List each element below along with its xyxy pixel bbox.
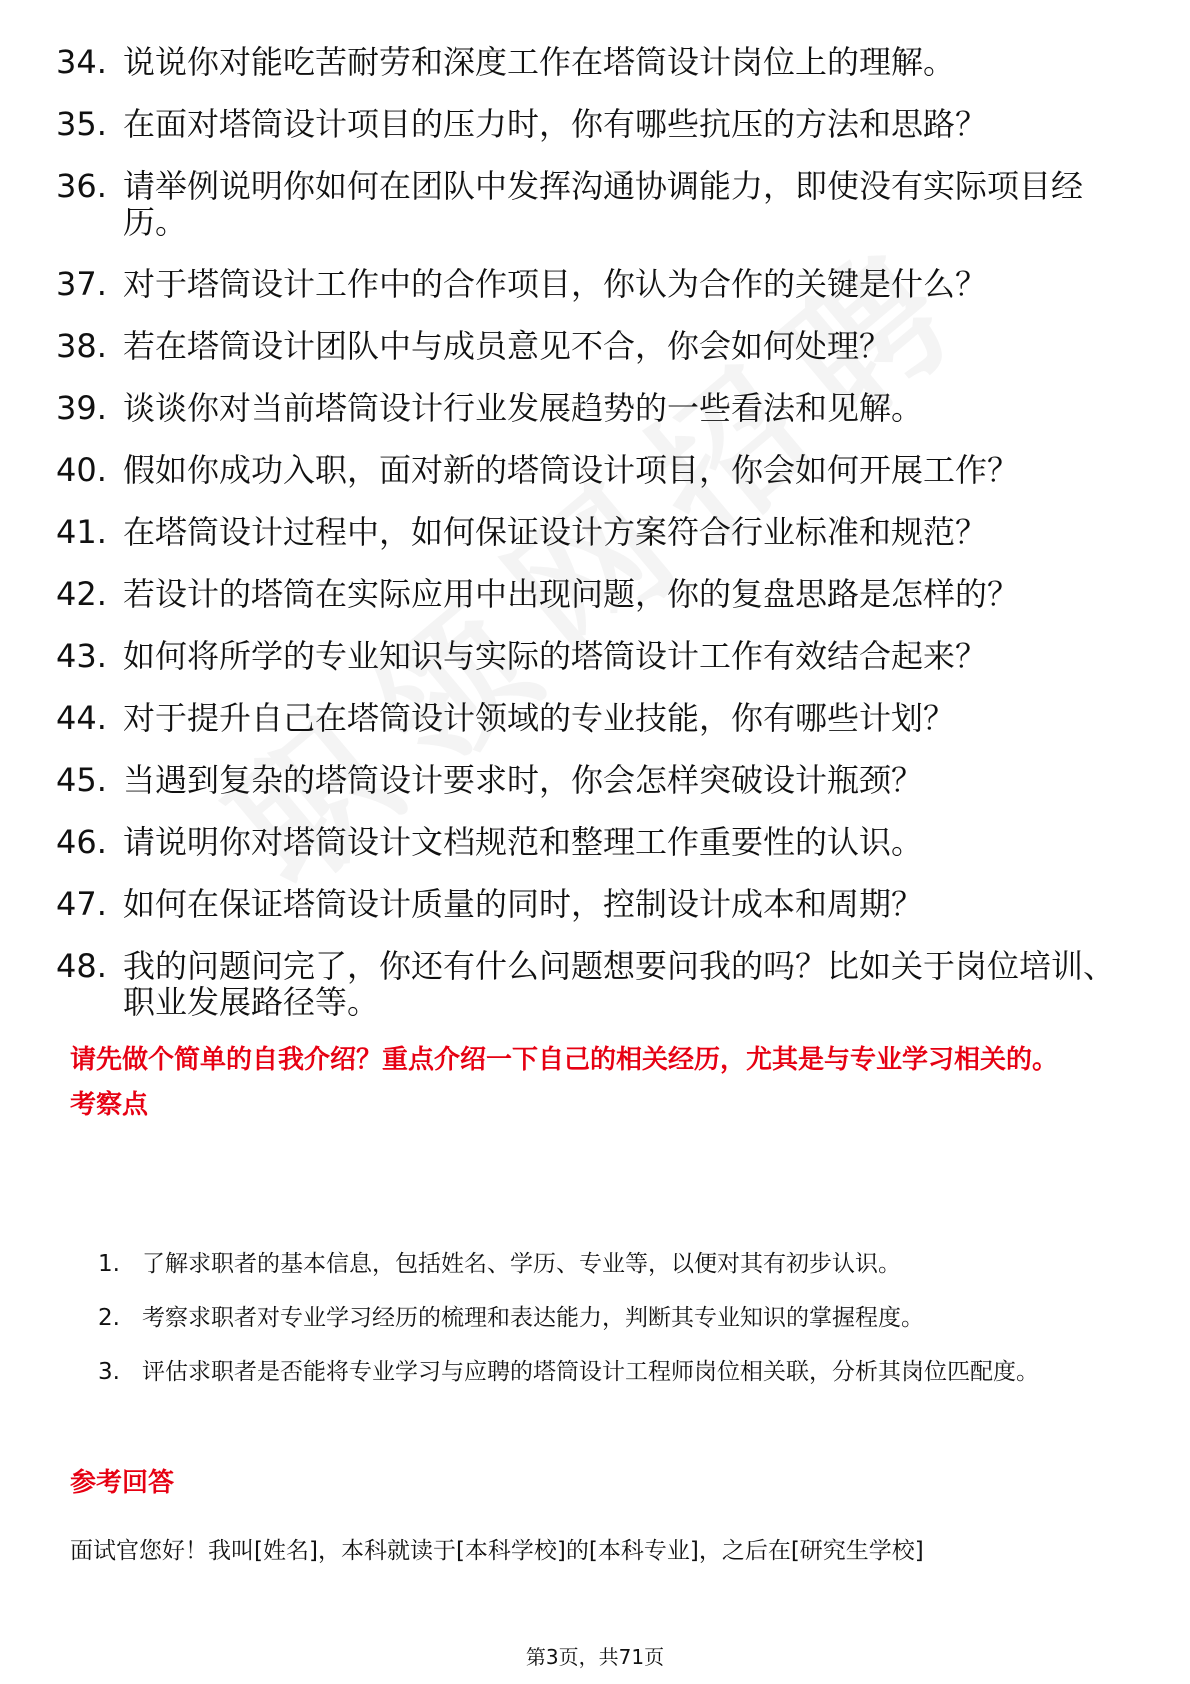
question-item xyxy=(56,762,1116,798)
question-item xyxy=(56,328,1116,364)
section-question-title: 请先做个简单的自我介绍？重点介绍一下自己的相关经历，尤其是与专业学习相关的。 xyxy=(70,1045,1059,1075)
list-number: 1. xyxy=(98,1251,120,1277)
question-text: 对于塔筒设计工作中的合作项目，你认为合作的关键是什么？ xyxy=(123,265,988,303)
answer-text: 面试官您好！我叫[姓名]，本科就读于[本科学校]的[本科专业]，之后在[研究生学校] xyxy=(70,1538,924,1564)
question-number: 43. xyxy=(56,637,107,675)
question-text: 若在塔筒设计团队中与成员意见不合，你会如何处理？ xyxy=(123,327,892,365)
list-text: 了解求职者的基本信息，包括姓名、学历、专业等，以便对其有初步认识。 xyxy=(142,1251,901,1277)
question-text: 如何在保证塔筒设计质量的同时，控制设计成本和周期？ xyxy=(123,885,924,923)
question-text: 请举例说明你如何在团队中发挥沟通协调能力，即使没有实际项目经历。 xyxy=(123,167,1084,241)
question-number: 42. xyxy=(56,575,107,613)
list-text: 考察求职者对专业学习经历的梳理和表达能力，判断其专业知识的掌握程度。 xyxy=(142,1305,924,1331)
question-text: 请说明你对塔筒设计文档规范和整理工作重要性的认识。 xyxy=(123,823,924,861)
question-item xyxy=(56,638,1116,674)
question-text: 若设计的塔筒在实际应用中出现问题，你的复盘思路是怎样的？ xyxy=(123,575,1020,613)
question-item xyxy=(56,514,1116,550)
question-text: 当遇到复杂的塔筒设计要求时，你会怎样突破设计瓶颈？ xyxy=(123,761,924,799)
question-item xyxy=(56,168,1116,240)
list-item xyxy=(70,1345,1120,1399)
question-text: 如何将所学的专业知识与实际的塔筒设计工作有效结合起来？ xyxy=(123,637,988,675)
page-number: 第3页，共71页 xyxy=(525,1645,665,1669)
question-number: 37. xyxy=(56,265,107,303)
list-number: 2. xyxy=(98,1305,120,1331)
question-number: 40. xyxy=(56,451,107,489)
points-label: 考察点 xyxy=(70,1090,149,1120)
question-number: 44. xyxy=(56,699,107,737)
question-item xyxy=(56,576,1116,612)
question-text: 对于提升自己在塔筒设计领域的专业技能，你有哪些计划？ xyxy=(123,699,956,737)
list-item xyxy=(70,1237,1120,1291)
question-item xyxy=(56,886,1116,922)
question-text: 在塔筒设计过程中，如何保证设计方案符合行业标准和规范？ xyxy=(123,513,988,551)
list-item xyxy=(70,1291,1120,1345)
question-number: 48. xyxy=(56,947,107,985)
question-item xyxy=(56,106,1116,142)
question-item xyxy=(56,948,1116,1020)
list-text: 评估求职者是否能将专业学习与应聘的塔筒设计工程师岗位相关联，分析其岗位匹配度。 xyxy=(142,1359,1039,1385)
question-number: 36. xyxy=(56,167,107,205)
question-item xyxy=(56,824,1116,860)
question-number: 35. xyxy=(56,105,107,143)
answer-label: 参考回答 xyxy=(70,1468,175,1498)
question-text: 谈谈你对当前塔筒设计行业发展趋势的一些看法和见解。 xyxy=(123,389,924,427)
question-number: 38. xyxy=(56,327,107,365)
points-list xyxy=(70,1237,1120,1399)
question-number: 45. xyxy=(56,761,107,799)
question-number: 34. xyxy=(56,43,107,81)
question-number: 47. xyxy=(56,885,107,923)
question-number: 46. xyxy=(56,823,107,861)
question-item xyxy=(56,390,1116,426)
question-number: 41. xyxy=(56,513,107,551)
question-item xyxy=(56,700,1116,736)
question-item xyxy=(56,44,1116,80)
question-item xyxy=(56,452,1116,488)
question-text: 在面对塔筒设计项目的压力时，你有哪些抗压的方法和思路？ xyxy=(123,105,988,143)
question-text: 假如你成功入职，面对新的塔筒设计项目，你会如何开展工作？ xyxy=(123,451,1020,489)
list-number: 3. xyxy=(98,1359,120,1385)
question-number: 39. xyxy=(56,389,107,427)
question-list xyxy=(56,44,1116,1046)
question-item xyxy=(56,266,1116,302)
question-text: 说说你对能吃苦耐劳和深度工作在塔筒设计岗位上的理解。 xyxy=(123,43,956,81)
question-text: 我的问题问完了，你还有什么问题想要问我的吗？比如关于岗位培训、职业发展路径等。 xyxy=(123,947,1116,1021)
